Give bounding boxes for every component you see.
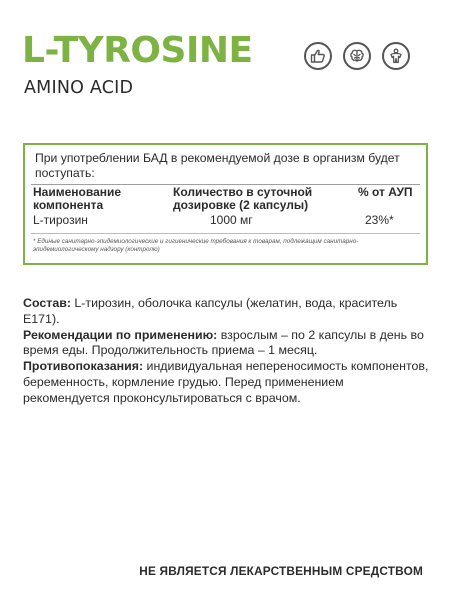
thumbs-up-icon [304,42,332,70]
product-title: L-TYROSINE [22,30,253,71]
table-footnote: * Единые санитарно-эпидемиологические и гигиенические требования к товарам, подлежащим санитарно-эпидемиологическому надзору (контролю) [33,238,359,253]
contraindications-text: индивидуальная непереносимость компонентов, беременность, кормление грудью. Перед применением рекомендуется проконсультироваться с врачом. [23,359,429,405]
header-percent: % от АУП [358,185,413,199]
feature-icons [304,42,410,70]
brain-icon [343,42,371,70]
composition-label: Состав: [23,296,71,310]
nutrition-table [23,143,428,265]
row-percent: 23%* [365,213,394,227]
not-medicine-note: НЕ ЯВЛЯЕТСЯ ЛЕКАРСТВЕННЫМ СРЕДСТВОМ [139,564,423,578]
contraindications-paragraph [23,359,433,406]
usage-paragraph [23,328,433,360]
composition-text: L-тирозин, оболочка капсулы (желатин, вода, краситель Е171). [23,296,398,326]
product-description [23,296,433,407]
row-component-name: L-тирозин [33,213,88,227]
header-daily-quantity: Количество в суточной дозировке (2 капсулы) [173,185,313,212]
table-divider-bottom [31,233,420,234]
usage-label: Рекомендации по применению: [23,327,218,342]
contraindications-label: Противопоказания: [23,359,144,374]
header-component-name: Наименование компонента [33,185,122,212]
row-daily-quantity: 1000 мг [210,213,253,227]
table-intro: При употреблении БАД в рекомендуемой дозе в организм будет поступать: [35,151,400,180]
usage-text: взрослым – по 2 капсулы в день во время еды. Продолжительность приема – 1 месяц. [23,327,424,358]
composition-paragraph [23,296,433,328]
body-icon [382,42,410,70]
product-subtitle: AMINO ACID [24,78,134,98]
